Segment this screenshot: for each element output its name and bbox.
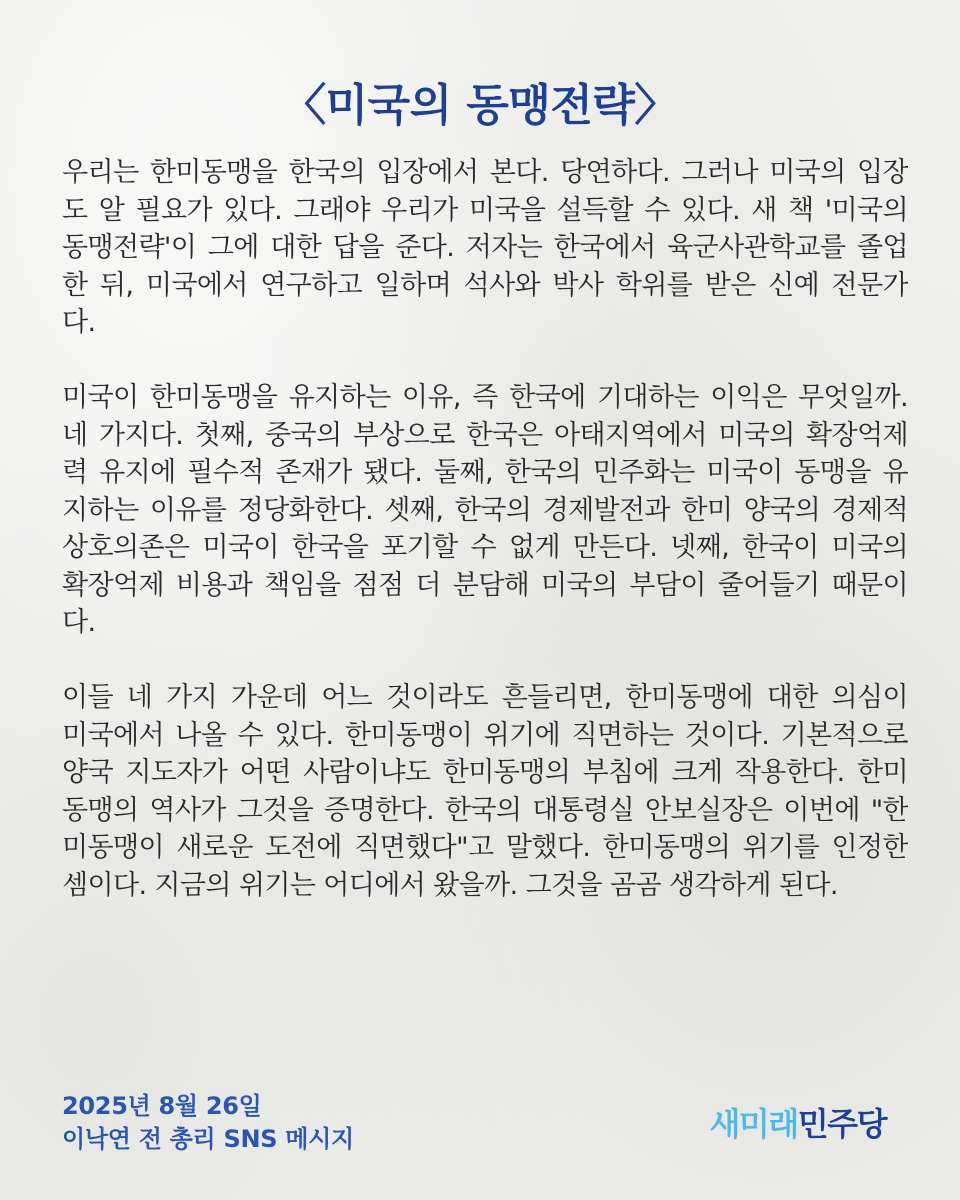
text-line: 우리는 한미동맹을 한국의 입장에서 본다. 당연하다. 그러나 미국의 입장	[62, 157, 908, 188]
text-line: 력 유지에 필수적 존재가 됐다. 둘째, 한국의 민주화는 미국이 동맹을 유	[62, 457, 908, 488]
text-line: 한 뒤, 미국에서 연구하고 일하며 석사와 박사 학위를 받은 신예 전문가	[62, 269, 908, 301]
post-source: 이낙연 전 총리 SNS 메시지	[62, 1125, 354, 1153]
text-line: 동맹전략'이 그에 대한 답을 준다. 저자는 한국에서 육군사관학교를 졸업	[62, 232, 908, 263]
text-line: 네 가지다. 첫째, 중국의 부상으로 한국은 아태지역에서 미국의 확장억제	[62, 419, 908, 451]
post-date: 2025년 8월 26일	[62, 1092, 262, 1120]
article-body	[62, 154, 908, 942]
text-line: 다.	[62, 607, 96, 638]
text-line: 다.	[62, 307, 96, 338]
text-line: 양국 지도자가 어떤 사람이냐도 한미동맹의 부침에 크게 작용한다. 한미	[62, 757, 908, 788]
party-logo	[710, 1104, 887, 1144]
text-line: 상호의존은 미국이 한국을 포기할 수 없게 만든다. 넷째, 한국이 미국의	[62, 532, 908, 563]
text-line: 미국에서 나올 수 있다. 한미동맹이 위기에 직면하는 것이다. 기본적으로	[62, 719, 908, 751]
paragraph-1	[62, 154, 908, 342]
text-line: 확장억제 비용과 책임을 점점 더 분담해 미국의 부담이 줄어들기 때문이	[62, 569, 908, 601]
text-line: 동맹의 역사가 그것을 증명한다. 한국의 대통령실 안보실장은 이번에 "한	[62, 794, 908, 826]
page-title: 〈미국의 동맹전략〉	[282, 80, 678, 131]
paragraph-3	[62, 679, 908, 904]
footer-info	[62, 1090, 354, 1156]
text-line: 미국이 한미동맹을 유지하는 이유, 즉 한국에 기대하는 이익은 무엇일까.	[62, 382, 908, 413]
text-line: 미동맹이 새로운 도전에 직면했다"고 말했다. 한미동맹의 위기를 인정한	[62, 832, 908, 863]
text-line: 셈이다. 지금의 위기는 어디에서 왔을까. 그것을 곰곰 생각하게 된다.	[62, 869, 838, 901]
paragraph-2	[62, 379, 908, 642]
logo-text-part1: 새미래	[709, 1105, 798, 1143]
text-line: 도 알 필요가 있다. 그래야 우리가 미국을 설득할 수 있다. 새 책 '미국의	[62, 194, 908, 226]
text-line: 이들 네 가지 가운데 어느 것이라도 흔들리면, 한미동맹에 대한 의심이	[62, 682, 908, 713]
logo-text-part2: 민주당	[797, 1105, 886, 1143]
text-line: 지하는 이유를 정당화한다. 셋째, 한국의 경제발전과 한미 양국의 경제적	[62, 494, 908, 526]
